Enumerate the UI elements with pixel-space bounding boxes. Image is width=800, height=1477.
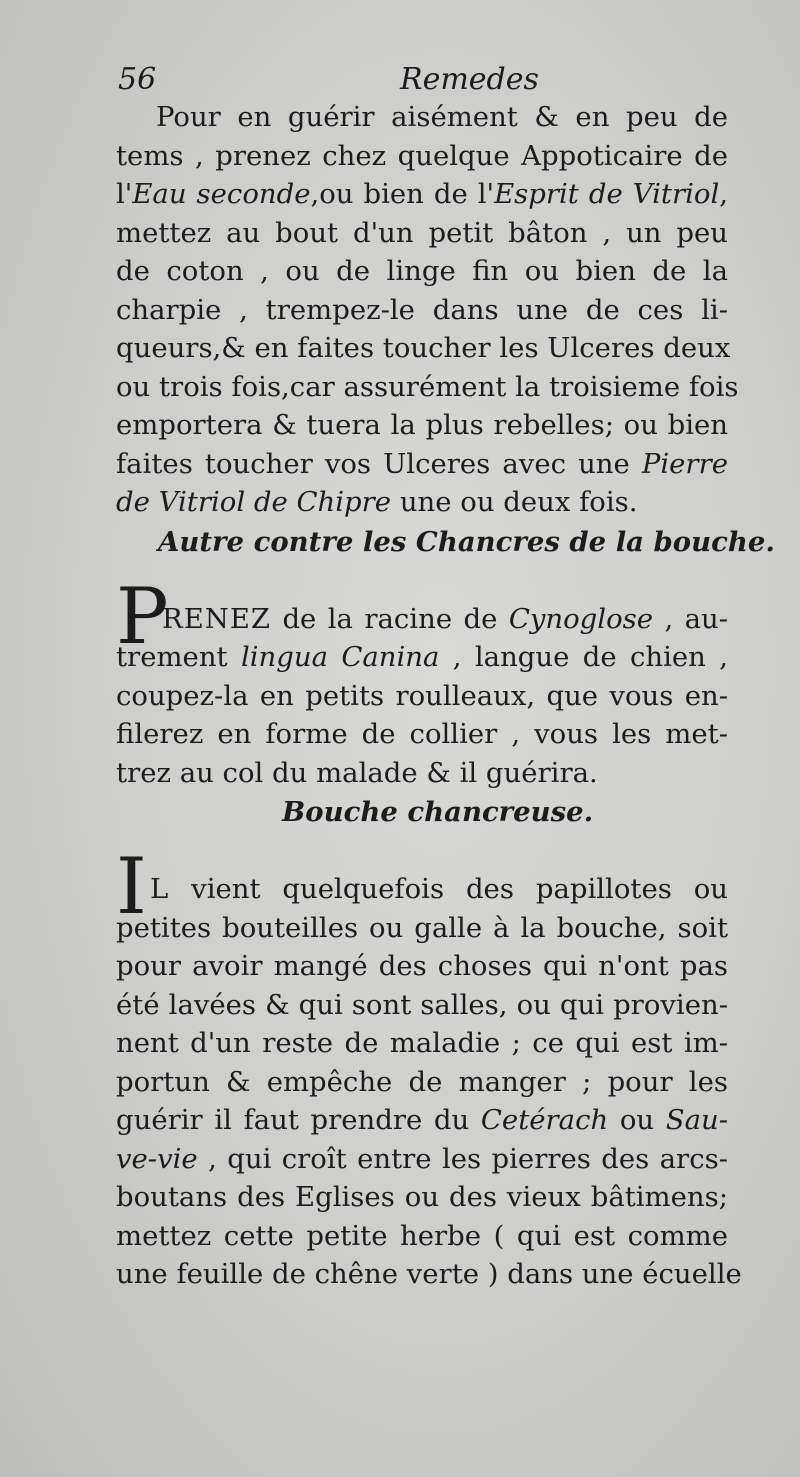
running-head: Remedes xyxy=(400,62,539,97)
text-segment: faites toucher vos Ulceres avec une xyxy=(116,447,642,480)
text-segment: ou xyxy=(608,1104,666,1136)
text-line xyxy=(116,368,739,407)
italic-term: lingua Canina xyxy=(240,641,440,673)
page-number: 56 xyxy=(118,62,157,97)
text-line: mettez cette petite herbe ( qui est comme xyxy=(116,1219,728,1252)
text-line xyxy=(116,291,728,330)
text-segment: mettez au bout d'un petit bâton , un peu xyxy=(116,216,728,249)
text-segment: , langue de chien , xyxy=(439,641,729,673)
text-segment: , au- xyxy=(653,602,729,635)
text-segment: Pour en guérir aisément & en peu de xyxy=(156,101,728,133)
italic-term: Eau seconde xyxy=(132,178,311,210)
text-line xyxy=(116,406,728,445)
italic-term: Esprit de Vitriol xyxy=(494,178,720,210)
italic-term: Cynoglose xyxy=(508,602,654,635)
text-line xyxy=(116,137,728,176)
text-line: trez au col du malade & il guérira. xyxy=(116,756,598,789)
text-segment: ou trois fois,car assurément la troisieme fois xyxy=(116,370,739,403)
text-line xyxy=(116,1140,728,1179)
text-line: nent d'un reste de maladie ; ce qui est im- xyxy=(116,1027,728,1059)
text-line xyxy=(116,445,728,484)
text-segment: guérir il faut prendre du xyxy=(116,1104,481,1136)
text-line xyxy=(116,214,728,253)
text-line xyxy=(116,1101,728,1140)
text-segment: emportera & tuera la plus rebelles; ou bien xyxy=(116,409,728,441)
text-segment: trement xyxy=(116,641,241,673)
text-segment: de la racine de xyxy=(271,602,509,635)
text-line xyxy=(116,870,728,909)
italic-term: Pierre xyxy=(641,447,728,480)
text-line xyxy=(116,98,728,137)
text-segment: une ou deux fois. xyxy=(391,486,638,518)
text-line: portun & empêche de manger ; pour les xyxy=(116,1065,728,1098)
paragraph-1 xyxy=(116,98,739,522)
text-line xyxy=(116,638,728,677)
text-segment: charpie , trempez-le dans une de ces li- xyxy=(116,293,728,326)
lead-word: L xyxy=(150,873,170,905)
drop-cap: P xyxy=(116,571,169,662)
text-line: petites bouteilles ou galle à la bouche, soit xyxy=(116,911,728,944)
text-line xyxy=(116,252,728,291)
spacer xyxy=(116,832,728,870)
paragraph-3 xyxy=(116,842,742,1294)
text-line xyxy=(116,175,728,214)
text-segment: ,ou bien de l' xyxy=(310,178,495,210)
italic-term: ve-vie xyxy=(116,1142,198,1175)
text-line: une feuille de chêne verte ) dans une écuelle xyxy=(116,1258,742,1290)
section-heading: Autre contre les Chancres de la bouche. xyxy=(158,525,775,558)
text-segment: de coton , ou de linge fin ou bien de la xyxy=(116,255,728,287)
text-line: filerez en forme de collier , vous les met- xyxy=(116,718,728,750)
text-segment: , qui croît entre les pierres des arcs- xyxy=(197,1142,728,1175)
page-header xyxy=(118,62,738,102)
text-line: coupez-la en petits roulleaux, que vous en- xyxy=(116,679,728,712)
text-segment: vient quelquefois des papillotes ou xyxy=(169,873,728,905)
spacer xyxy=(116,562,728,600)
text-line: été lavées & qui sont salles, ou qui provien- xyxy=(116,988,728,1021)
paragraph-2 xyxy=(116,571,729,793)
italic-term: Cetérach xyxy=(480,1104,609,1136)
text-line: pour avoir mangé des choses qui n'ont pas xyxy=(116,950,728,982)
text-line xyxy=(116,483,728,522)
text-line xyxy=(116,329,731,368)
italic-term: Sau- xyxy=(665,1104,728,1136)
lead-word: RENEZ xyxy=(162,602,272,635)
italic-term: de Vitriol de Chipre xyxy=(116,486,392,518)
text-segment: tems , prenez chez quelque Appoticaire de xyxy=(116,139,728,172)
text-line xyxy=(116,600,728,639)
text-segment: l' xyxy=(116,178,133,210)
text-segment: , xyxy=(719,178,728,210)
body-text xyxy=(116,98,775,1294)
text-segment: queurs,& en faites toucher les Ulceres deux xyxy=(116,332,731,364)
text-line: boutans des Eglises ou des vieux bâtimens; xyxy=(116,1181,728,1213)
section-heading: Bouche chancreuse. xyxy=(282,796,594,828)
drop-cap: I xyxy=(116,842,147,932)
